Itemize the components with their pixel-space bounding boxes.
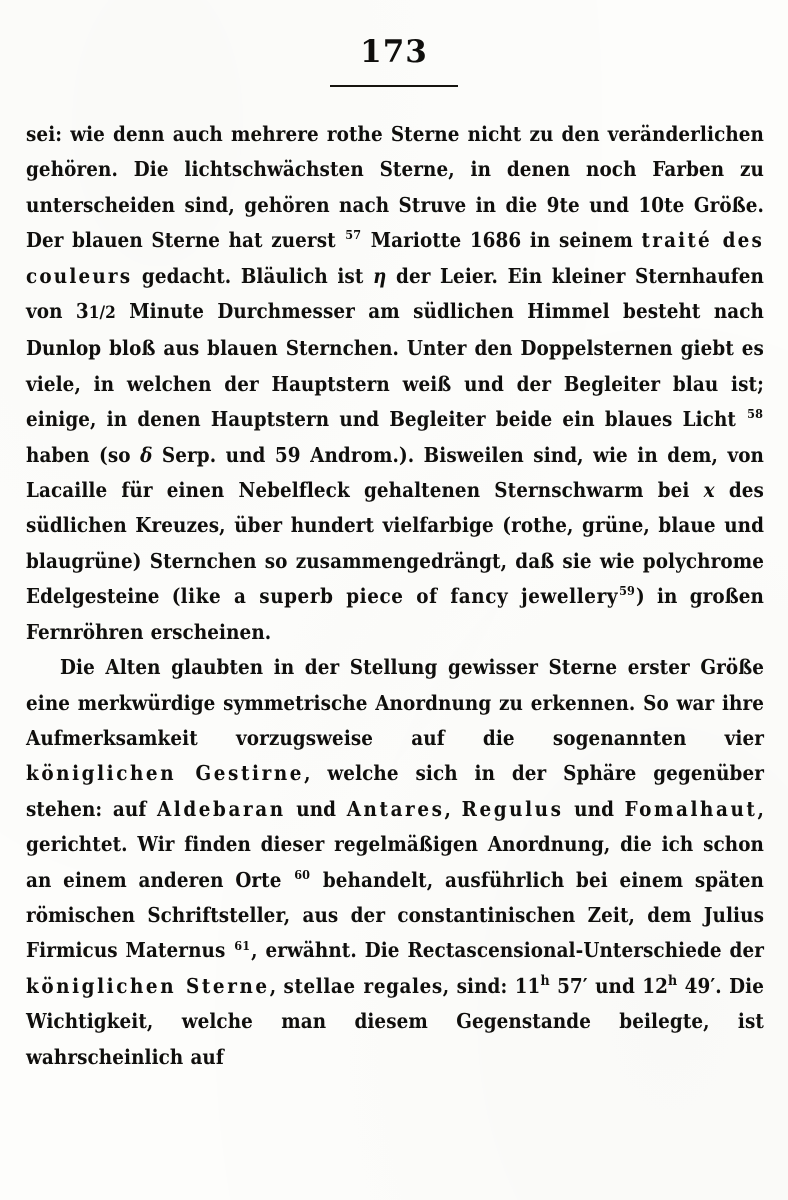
- p2-segment-b: , welche sich in der Sphäre gegenüber stehen: auf: [26, 761, 764, 821]
- page-body: [26, 117, 764, 1075]
- p1-segment-d: der Leier. Ein kleiner Sternhaufen von 3: [26, 263, 764, 324]
- p2-segment-i: ,: [269, 973, 284, 998]
- p2-segment-e: und: [563, 796, 625, 821]
- p1-segment-a: sei: wie denn auch mehrere rothe Sterne nicht zu den veränderlichen gehören. Die lichtschwächsten Sterne, in denen noch Farben zu unterscheiden sind, gehören nach Struve in die 9te und 10te Größe. Der blauen Sterne hat zuerst: [26, 122, 764, 253]
- greek-kappa: x: [703, 478, 715, 503]
- p2-spaced-fomalhaut: Fomalhaut: [624, 796, 758, 821]
- greek-eta: η: [373, 263, 387, 288]
- hour-symbol-2: h: [668, 972, 678, 989]
- p1-segment-e: Minute Durchmesser am südlichen Himmel besteht nach Dunlop bloß aus blauen Sternchen. Unter den Doppelsternen giebt es viele, in welchen der Hauptstern weiß und der Begleiter blau ist; einige, in denen Hauptstern und Begleiter beide ein blaues Licht: [26, 299, 764, 432]
- footnote-marker-57: 57: [345, 227, 362, 243]
- header-divider-rule: [330, 85, 458, 87]
- footnote-marker-60: 60: [294, 866, 311, 882]
- footnote-marker-58: 58: [747, 406, 763, 422]
- p2-spaced-regulus: Regulus: [461, 796, 564, 821]
- p2-spaced-koenigliche-gestirne: königlichen Gestirne: [26, 761, 305, 786]
- footnote-marker-61: 61: [234, 937, 251, 953]
- p1-segment-b: Mariotte 1686 in seinem: [362, 228, 642, 253]
- p2-segment-h: , erwähnt. Die Rectascensional-Unterschiede der: [251, 938, 764, 963]
- page-number: 173: [360, 34, 428, 70]
- p1-segment-c: gedacht. Bläulich ist: [132, 263, 373, 288]
- p2-segment-a: Die Alten glaubten in der Stellung gewisser Sterne erster Größe eine merkwürdige symmetrische Anordnung zu erkennen. So war ihre Aufmerksamkeit vorzugsweise auf die sogenannten vier: [26, 655, 764, 750]
- p2-spaced-antares: Antares: [346, 796, 445, 821]
- paragraph-1: [26, 117, 764, 650]
- p2-segment-d: ,: [444, 796, 462, 821]
- p2-segment-f: , gerichtet. Wir finden dieser regelmäßigen Anordnung, die ich schon an einem anderen Orte: [26, 796, 764, 892]
- p1-segment-f: haben (so: [26, 442, 141, 467]
- p1-segment-g: Serp. und 59 Androm.). Bisweilen sind, wie in dem, von Lacaille für einen Nebelfleck gehaltenen Sternschwarm bei: [26, 442, 764, 503]
- p2-spaced-koenigliche-sterne: königlichen Sterne: [26, 973, 270, 998]
- p1-english-quote: like a superb piece of fancy jewellery: [180, 584, 619, 609]
- p2-spaced-aldebaran: Aldebaran: [156, 796, 286, 821]
- p2-segment-l: 49′. Die Wichtigkeit, welche man diesem Gegenstande beilegte, ist wahrscheinlich auf: [26, 973, 764, 1069]
- paragraph-2: [26, 650, 764, 1075]
- p1-latin-title: traité des couleurs: [26, 228, 764, 288]
- p2-segment-j: , sind: 11: [442, 973, 541, 998]
- p1-segment-h: des südlichen Kreuzes, über hundert vielfarbige (rothe, grüne, blaue und blaugrüne) Sternchen so zusammengedrängt, daß sie wie polychrome Edelgesteine (: [26, 478, 764, 609]
- p2-segment-k: 57′ und 12: [549, 973, 668, 998]
- fraction-one-half: 1/2: [88, 303, 116, 324]
- p1-segment-i: ) in großen Fernröhren erscheinen.: [26, 584, 764, 644]
- p2-segment-c: und: [285, 796, 347, 821]
- hour-symbol-1: h: [540, 972, 550, 989]
- footnote-marker-59: 59: [619, 583, 635, 599]
- p2-segment-g: behandelt, ausführlich bei einem späten römischen Schriftsteller, aus der constantinischen Zeit, dem Julius Firmicus Maternus: [26, 867, 764, 963]
- p2-latin-stellae-regales: stellae regales: [283, 973, 443, 998]
- greek-delta: δ: [140, 442, 153, 467]
